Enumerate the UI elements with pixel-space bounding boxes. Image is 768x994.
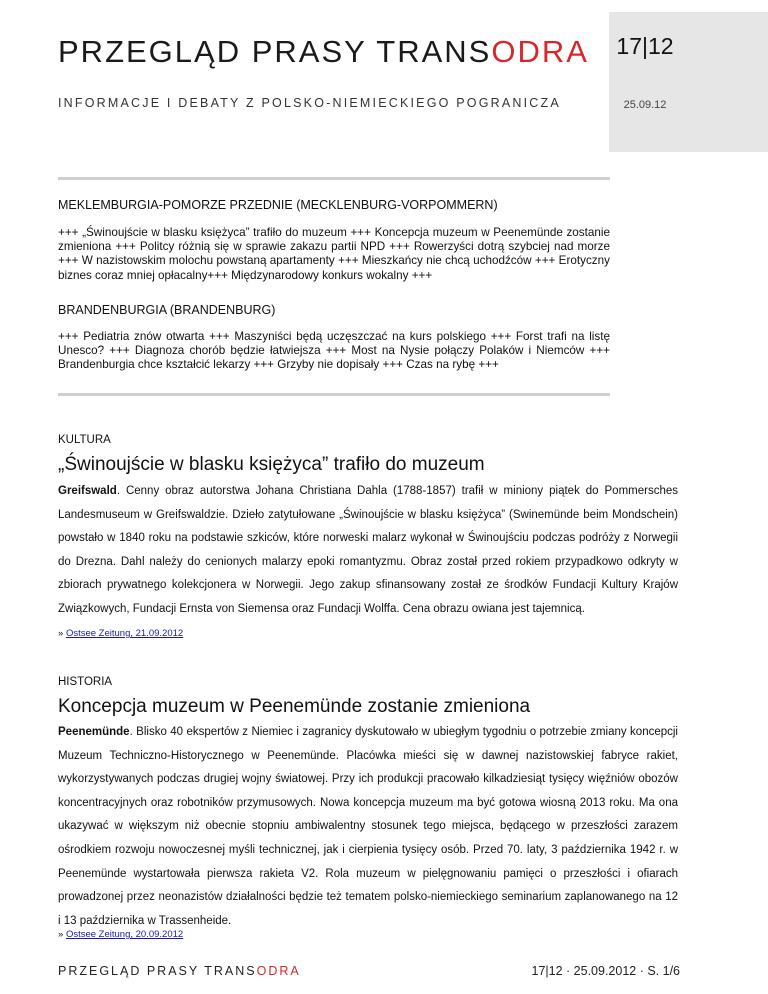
issue-date: 25.09.12 — [623, 99, 667, 111]
article-body-peenemuende — [58, 721, 678, 933]
region-heading-mv: MEKLEMBURGIA-POMORZE PRZEDNIE (MECKLENBURG-VORPOMMERN) — [58, 198, 498, 212]
article-source — [58, 628, 183, 639]
article-body-swinoujscie — [58, 480, 678, 622]
article-text: . Cenny obraz autorstwa Johana Christiana Dahla (1788-1857) trafił w miniony piątek do Pommersches Landesmuseum w Greifswaldzie. Dzieło zatytułowane „Świnoujście w blasku księżyca” (Swinemünde beim Mondschein) powstało w 1840 roku na podstawie szkiców, które norweski malarz wykonał w Świnoujściu podczas podróży z Norwegii do Drezna. Dahl należy do cenionych malarzy epoki romantyzmu. Obraz został przed rokiem przypadkowo odkryty w zbiorach prywatnego kolekcjonera w Norwegii. Jego zakup sfinansowany został ze środków Fundacji Kultury Krajów Związkowych, Fundacji Ernsta von Siemensa oraz Fundacji Wolffa. Cena obrazu owiana jest tajemnicą. — [58, 485, 678, 615]
masthead-title-main: PRZEGLĄD PRASY TRANS — [58, 34, 492, 69]
source-link[interactable]: Ostsee Zeitung, 21.09.2012 — [65, 628, 184, 639]
footer-title-accent: ODRA — [256, 964, 301, 978]
article-category-culture: KULTURA — [58, 434, 111, 446]
issue-number: 17|12 — [616, 33, 674, 59]
article-text: . Blisko 40 ekspertów z Niemiec i zagranicy dyskutowało w ubiegłym tygodniu o potrzebie zmiany koncepcji Muzeum Techniczno-Historycznego w Peenemünde. Placówka mieści się w dawnej nazistowskiej fabryce rakiet, wykorzystywanych podczas drugiej wojny światowej. Przy ich produkcji pracowało kilkadziesiąt tysięcy więźniów obozów koncentracyjnych oraz robotników przymusowych. Nowa koncepcja muzeum ma być gotowa wiosną 2013 roku. Ma ona ukazywać w większym niż obecnie stopniu ambiwalentny stosunek tego miejsca, będącego w przeszłości zarazem ośrodkiem rozwoju nowoczesnej myśli technicznej, jak i cierpienia tysięcy osób. Przed 70. laty, 3 października 1942 r. w Peenemünde wystartowała pierwsza rakieta V2. Rola muzeum w pielęgnowaniu pamięci o przeszłości i ofiarach prowadzonej przez neonazistów działalności będzie też tematem polsko-niemieckiego seminarium zaplanowanego na 12 i 13 października w Trassenheide. — [58, 726, 678, 927]
article-source — [58, 929, 183, 940]
region-news-mv: +++ „Świnoujście w blasku księżyca” trafiło do muzeum +++ Koncepcja muzeum w Peenemünde zostanie zmieniona +++ Politcy różnią się w sprawie zakazu partii NPD +++ Rowerzyści dotrą szybciej nad morze +++ W nazistowskim molochu powstaną apartamenty +++ Mieszkańcy nie chcą uchodźców +++ Erotyczny biznes coraz mniej opłacalny+++ Międzynarodowy konkurs wokalny +++ — [58, 226, 610, 282]
article-place: Peenemünde — [58, 726, 130, 738]
article-title-peenemuende: Koncepcja muzeum w Peenemünde zostanie zmieniona — [58, 696, 531, 717]
footer-title-main: PRZEGLĄD PRASY TRANS — [58, 964, 257, 978]
source-prefix: » — [58, 628, 66, 639]
article-category-history: HISTORIA — [58, 676, 113, 688]
footer-page-meta: 17|12 · 25.09.2012 · S. 1/6 — [531, 964, 680, 978]
article-place: Greifswald — [58, 485, 117, 497]
region-heading-brandenburg: BRANDENBURGIA (BRANDENBURG) — [58, 303, 276, 317]
masthead-title — [58, 34, 589, 70]
masthead-title-accent: ODRA — [491, 34, 589, 69]
source-link[interactable]: Ostsee Zeitung, 20.09.2012 — [65, 929, 184, 940]
divider-top — [58, 177, 610, 180]
masthead-subtitle: INFORMACJE I DEBATY Z POLSKO-NIEMIECKIEGO POGRANICZA — [58, 96, 561, 110]
article-title-swinoujscie: „Świnoujście w blasku księżyca” trafiło do muzeum — [58, 454, 485, 475]
footer-title — [58, 964, 301, 978]
region-news-brandenburg: +++ Pediatria znów otwarta +++ Maszyniści będą uczęszczać na kurs polskiego +++ Forst trafi na listę Unesco? +++ Diagnoza chorób będzie łatwiejsza +++ Most na Nysie połączy Polaków i Niemców +++ Brandenburgia chce kształcić lekarzy +++ Grzyby nie dopisały +++ Czas na rybę +++ — [58, 330, 610, 372]
source-prefix: » — [58, 929, 66, 940]
divider-bottom — [58, 393, 610, 396]
